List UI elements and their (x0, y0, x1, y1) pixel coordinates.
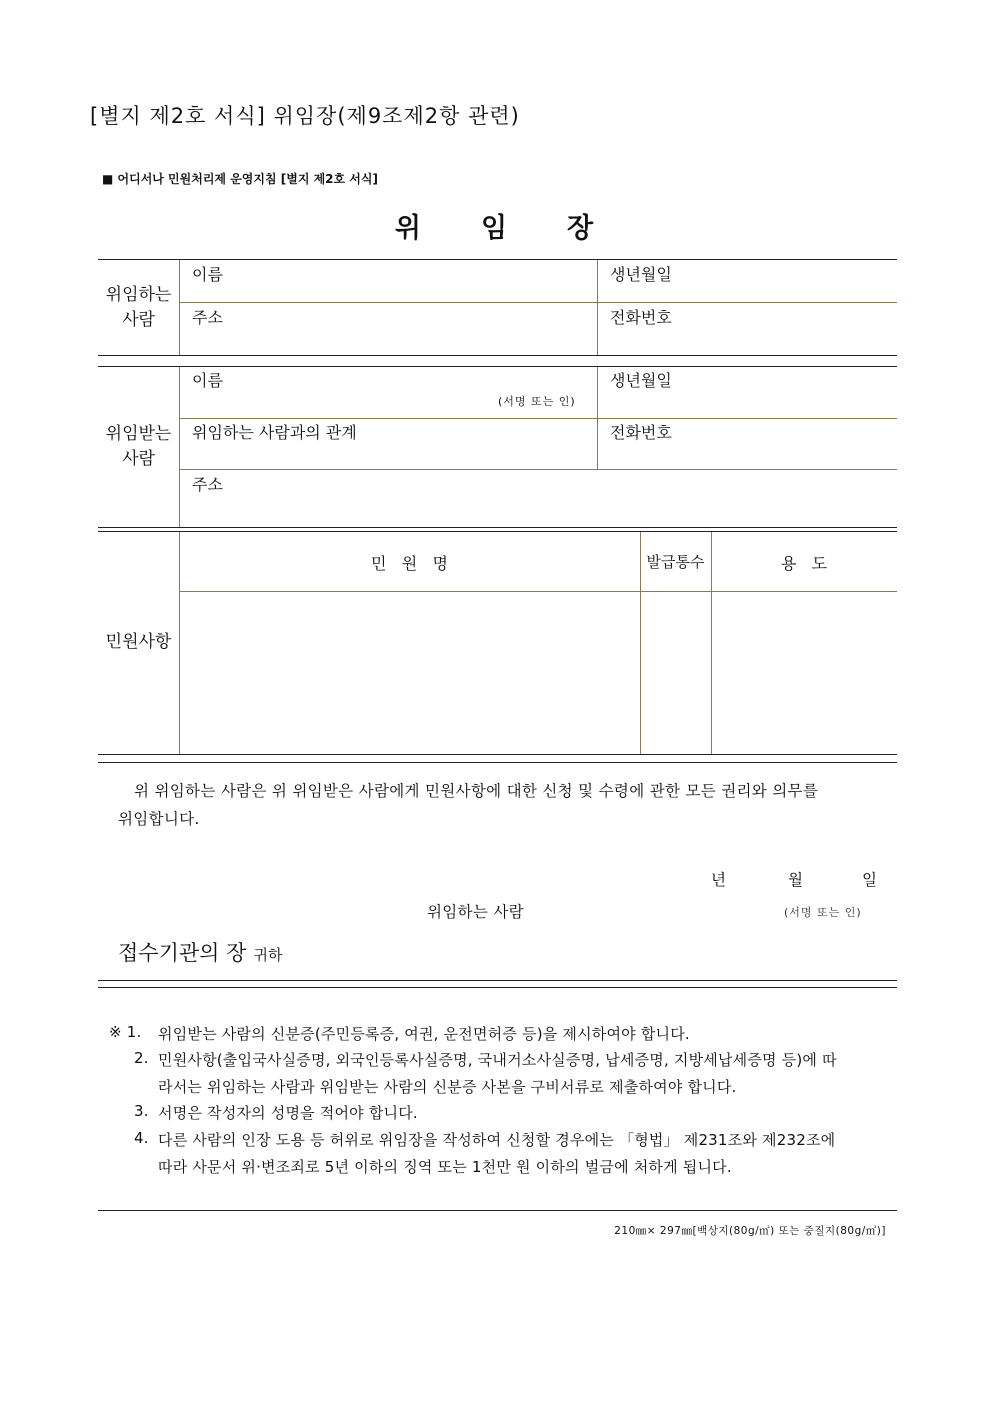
note-number: 2. (134, 1049, 149, 1067)
note-line: 위임받는 사람의 신분증(주민등록증, 여권, 운전면허증 등)을 제시하여야 합니다. (158, 1025, 690, 1043)
date-year[interactable]: 년 (711, 871, 727, 889)
col-purpose: 용 도 (780, 554, 828, 573)
issue-count-input[interactable] (641, 592, 711, 754)
petition-name-input[interactable] (180, 592, 640, 754)
delegate-phone-field[interactable]: 전화번호 (610, 423, 672, 442)
delegator-address-field[interactable]: 주소 (192, 308, 223, 327)
note-number: 3. (134, 1102, 149, 1120)
delegator-label (98, 283, 179, 333)
delegate-label-line: 위임받는 (105, 424, 172, 444)
divider (179, 367, 180, 528)
note-line: 서명은 작성자의 성명을 적어야 합니다. (158, 1104, 418, 1122)
paper-spec: 210㎜× 297㎜[백상지(80g/㎡) 또는 중질지(80g/㎡)] (614, 1225, 886, 1237)
divider (98, 366, 897, 367)
delegator-birth-field[interactable]: 생년월일 (610, 265, 672, 284)
delegator-label-line: 위임하는 (105, 285, 172, 305)
recipient-suffix: 귀하 (253, 946, 283, 964)
divider (179, 302, 897, 303)
note-line: 따라 사문서 위·변조죄로 5년 이하의 징역 또는 1천만 원 이하의 벌금에 처하게 됩니다. (158, 1158, 732, 1176)
delegate-sign-hint: (서명 또는 인) (498, 395, 576, 408)
note-line: 민원사항(출입국사실증명, 외국인등록사실증명, 국내거소사실증명, 납세증명, 지방세납세증명 등)에 따 (158, 1051, 837, 1069)
signer-sign-hint[interactable]: (서명 또는 인) (784, 906, 862, 919)
divider (98, 987, 897, 988)
divider (98, 259, 897, 260)
delegate-address-field[interactable]: 주소 (192, 475, 223, 494)
note-line: 라서는 위임하는 사람과 위임받는 사람의 신분증 사본을 구비서류로 제출하여야 합니다. (158, 1078, 737, 1096)
divider (179, 260, 180, 356)
form-title-char: 장 (567, 213, 598, 244)
divider (98, 762, 897, 763)
note-line: 다른 사람의 인장 도용 등 허위로 위임장을 작성하여 신청할 경우에는 「형법」 제231조와 제232조에 (158, 1131, 836, 1149)
divider (98, 980, 897, 981)
col-petition-name: 민 원 명 (371, 554, 448, 573)
col-issue-count: 발급통수 (646, 553, 705, 571)
divider (179, 469, 897, 470)
date-month[interactable]: 월 (788, 871, 804, 889)
petition-label: 민원사항 (105, 632, 172, 652)
recipient-main: 접수기관의 장 (118, 941, 247, 965)
delegator-name-field[interactable]: 이름 (192, 265, 223, 284)
delegate-label-line: 사람 (122, 449, 155, 469)
divider (98, 531, 897, 532)
form-subtitle: ■ 어디서나 민원처리제 운영지침 [별지 제2호 서식] (102, 172, 378, 186)
recipient (118, 937, 282, 967)
purpose-input[interactable] (712, 592, 897, 754)
statement-line: 위 위임하는 사람은 위 위임받은 사람에게 민원사항에 대한 신청 및 수령에 관한 모든 권리와 의무를 (134, 782, 819, 800)
delegator-phone-field[interactable]: 전화번호 (610, 308, 672, 327)
delegate-birth-field[interactable]: 생년월일 (610, 371, 672, 390)
divider (98, 754, 897, 755)
divider (98, 1210, 897, 1211)
date-day[interactable]: 일 (862, 871, 878, 889)
form-title-char: 임 (480, 213, 512, 244)
delegator-label-line: 사람 (122, 310, 155, 330)
signer-label: 위임하는 사람 (427, 903, 524, 921)
header-title: [별지 제2호 서식] 위임장(제9조제2항 관련) (90, 104, 520, 128)
form-title-char: 위 (394, 213, 425, 244)
divider (98, 355, 897, 356)
divider (98, 527, 897, 528)
delegate-name-field[interactable]: 이름 (192, 371, 223, 390)
note-number: 4. (134, 1129, 149, 1147)
divider (597, 260, 598, 356)
delegate-label (98, 422, 179, 472)
divider (179, 418, 897, 419)
note-number: ※ 1. (109, 1023, 142, 1041)
form-title (0, 206, 992, 245)
statement-line: 위임합니다. (118, 810, 200, 828)
delegate-relation-field[interactable]: 위임하는 사람과의 관계 (192, 423, 357, 442)
